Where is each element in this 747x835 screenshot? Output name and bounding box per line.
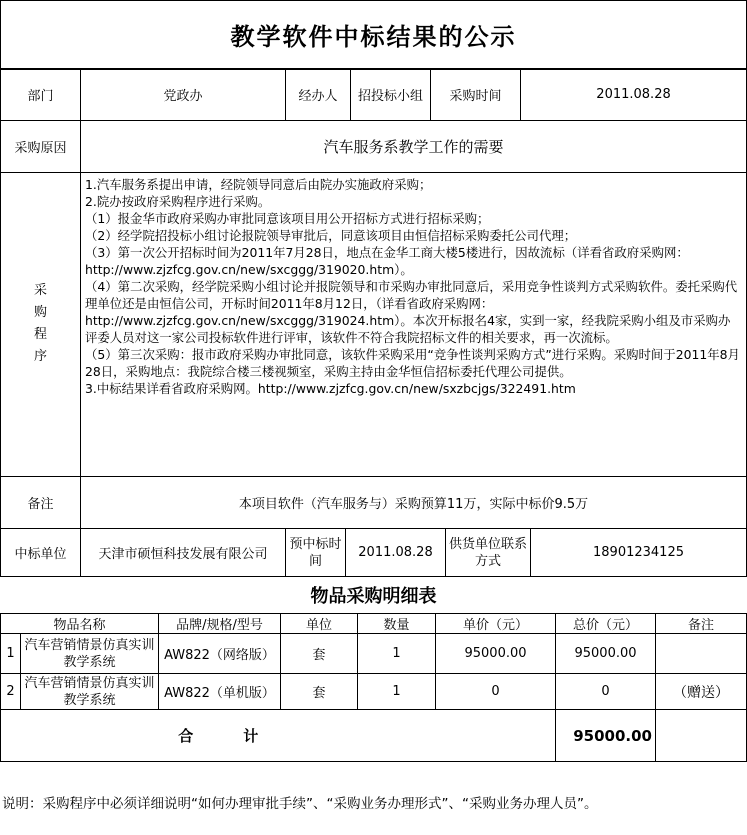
item-model: AW822（单机版）: [159, 674, 281, 710]
procedure-line: （2）经学院招投标小组讨论报院领导审批后，同意该项目由恒信招标采购委托公司代理；: [85, 227, 577, 243]
item-note: （赠送）: [656, 674, 747, 710]
detail-title: 物品采购明细表: [1, 577, 747, 614]
page-title: 教学软件中标结果的公示: [1, 1, 747, 70]
remark-value: 本项目软件（汽车服务与）采购预算11万，实际中标价9.5万: [81, 476, 747, 528]
handler-label: 经办人: [286, 69, 351, 120]
purchase-time-label: 采购时间: [431, 69, 521, 120]
item-unit: 套: [281, 634, 358, 674]
item-total: 95000.00: [556, 634, 656, 674]
procedure-text: [81, 172, 747, 476]
winner-value: 天津市硕恒科技发展有限公司: [81, 529, 286, 577]
handler-value: 招投标小组: [351, 69, 431, 120]
table-row: [1, 674, 747, 710]
item-price: 95000.00: [436, 634, 556, 674]
procedure-line: （5）第三次采购：报市政府采购办审批同意，该软件采购采用“竞争性谈判采购方式”进行采购。采购时间于2011年8月28日，采购地点：我院综合楼三楼视频室，采购主持由金华恒信招标委托代理公司提供。: [85, 346, 740, 379]
purchase-time-value: 2011.08.28: [521, 69, 747, 120]
detail-table: [0, 576, 747, 762]
contact-value: 18901234125: [531, 529, 747, 577]
item-name: 汽车营销情景仿真实训教学系统: [21, 634, 159, 674]
item-name: 汽车营销情景仿真实训教学系统: [21, 674, 159, 710]
procedure-label-char: 购: [33, 305, 47, 320]
total-value: 95000.00: [556, 710, 656, 762]
procedure-line: （4）第二次采购，经学院采购小组讨论并报院领导和市采购办审批同意后，采用竞争性谈判方式采购软件。委托采购代理单位还是由恒信公司，开标时间2011年8月12日，（详看省政府采购网：http://www.zjzfcg.gov.cn/new/sxcggg/319024.htm）。本次开标报名4家，实到一家，经我院采购小组及市采购办评委人员对这一家公司投标软件进行评审，该软件不符合我院招标文件的相关要求，再一次流标。: [85, 278, 738, 345]
total-label-a: 合: [178, 727, 194, 745]
row-no: 1: [1, 634, 21, 674]
header-unit: 单位: [281, 614, 358, 634]
item-total: 0: [556, 674, 656, 710]
item-qty: 1: [358, 674, 436, 710]
procedure-line: 3.中标结果详看省政府采购网。http://www.zjzfcg.gov.cn/new/sxzbcjgs/322491.htm: [85, 380, 576, 396]
dept-label: 部门: [1, 69, 81, 120]
header-item-name: 物品名称: [1, 614, 159, 634]
footer-note: 说明：采购程序中必须详细说明“如何办理审批手续”、“采购业务办理形式”、“采购业务办理人员”。: [2, 796, 598, 812]
winner-label: 中标单位: [1, 529, 81, 577]
total-label: [1, 710, 436, 762]
header-model: 品牌/规格/型号: [159, 614, 281, 634]
winner-table: [0, 528, 747, 577]
procedure-line: （1）报金华市政府采购办审批同意该项目用公开招标方式进行招标采购；: [85, 210, 490, 226]
item-note: [656, 634, 747, 674]
row-no: 2: [1, 674, 21, 710]
header-qty: 数量: [358, 614, 436, 634]
item-qty: 1: [358, 634, 436, 674]
remark-label: 备注: [1, 476, 81, 528]
procedure-label-char: 采: [33, 283, 47, 298]
item-unit: 套: [281, 674, 358, 710]
procedure-label-char: 序: [33, 349, 47, 364]
item-price: 0: [436, 674, 556, 710]
dept-value: 党政办: [81, 69, 286, 120]
contact-label: 供货单位联系方式: [446, 529, 531, 577]
header-price: 单价（元）: [436, 614, 556, 634]
procedure-line: 1.汽车服务系提出申请，经院领导同意后由院办实施政府采购；: [85, 176, 432, 192]
procedure-line: 2.院办按政府采购程序进行采购。: [85, 193, 271, 209]
table-row: [1, 634, 747, 674]
header-total: 总价（元）: [556, 614, 656, 634]
item-model: AW822（网络版）: [159, 634, 281, 674]
header-note: 备注: [656, 614, 747, 634]
reason-label: 采购原因: [1, 120, 81, 172]
pre-award-time-label: 预中标时间: [286, 529, 346, 577]
pre-award-time-value: 2011.08.28: [346, 529, 446, 577]
procedure-line: （3）第一次公开招标时间为2011年7月28日，地点在金华工商大楼5楼进行，因故流标（详看省政府采购网：http://www.zjzfcg.gov.cn/new/sxcggg/319020.htm）。: [85, 244, 689, 277]
total-label-b: 计: [243, 727, 259, 745]
reason-value: 汽车服务系教学工作的需要: [81, 120, 747, 172]
procedure-label-char: 程: [33, 327, 47, 342]
procedure-label: [1, 172, 81, 476]
